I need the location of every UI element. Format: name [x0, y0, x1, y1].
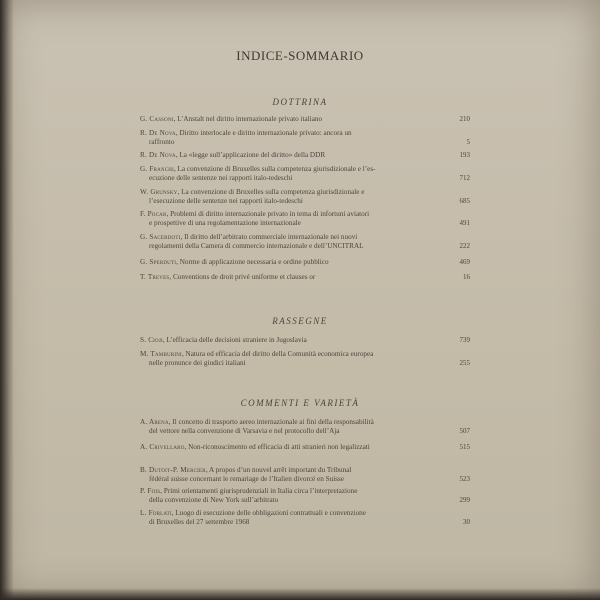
entry-line: e prospettive di una regolamentazione internazionale [149, 219, 301, 227]
entry-author: A. Arena [140, 418, 169, 426]
entry-title: Primi orientamenti giurisprudenziali in Italia circa l’interpretazione [163, 487, 358, 495]
entry-page-number: 299 [459, 496, 470, 504]
entry-title: L’Anstalt nel diritto internazionale privato italiano [177, 115, 323, 123]
entry-line: della convenzione di New York sull’arbitrato [149, 496, 279, 504]
toc-entry [140, 258, 440, 267]
entry-line: regolamenti della Camera di commercio internazionale e dell’UNCITRAL [149, 242, 364, 250]
toc-entry [140, 336, 440, 345]
toc-entry [140, 273, 440, 282]
section-heading: DOTTRINA [272, 97, 328, 107]
entry-line: nelle pronunce dei giudici italiani [149, 359, 246, 367]
entry-page-number: 16 [463, 273, 470, 281]
entry-line: G. Sperduti, Norme di applicazione necessaria e ordine pubblico [140, 258, 329, 266]
entry-title: Il diritto dell’arbitrato commerciale internazionale nei nuovi [184, 233, 358, 241]
entry-author: A. Crivellaro [140, 443, 185, 451]
toc-entry [140, 418, 440, 436]
entry-page-number: 507 [459, 427, 470, 435]
toc-entry [140, 151, 440, 160]
entry-title: Natura ed efficacia del diritto della Comunità economica europea [185, 350, 374, 358]
entry-author: T. Treves [140, 273, 170, 281]
toc-entry [140, 466, 440, 484]
entry-author: R. De Nova [140, 151, 176, 159]
entry-title: A propos d’un nouvel arrêt important du Tribunal [209, 466, 352, 474]
entry-title: Luogo di esecuzione delle obbligazioni contrattuali e convenzione [175, 509, 366, 517]
entry-page-number: 491 [459, 219, 470, 227]
entry-page-number: 30 [463, 518, 470, 526]
entry-line: T. Treves, Conventions de droit privé uniforme et clauses or [140, 273, 316, 281]
toc-entry [140, 350, 440, 368]
entry-author: F. Pocar [140, 210, 167, 218]
toc-entry [140, 210, 440, 228]
entry-line: F. Pocar, Problemi di diritto internazionale privato in tema di infortuni aviatori [140, 210, 370, 218]
entry-line: B. Dutoit-P. Mercier, A propos d’un nouvel arrêt important du Tribunal [140, 466, 352, 474]
toc-entry [140, 509, 440, 527]
section-heading: RASSEGNE [272, 316, 328, 326]
toc-entry [140, 115, 440, 124]
entry-title: La «legge sull’applicazione del diritto» della DDR [179, 151, 326, 159]
entry-line: S. Cioji, L’efficacia delle decisioni straniere in Jugoslavia [140, 336, 307, 344]
entry-title: Norme di applicazione necessaria e ordine pubblico [179, 258, 329, 266]
entry-title: Il concetto di trasporto aereo internazionale ai fini della responsabilità [172, 418, 374, 426]
entry-title: Diritto interlocale e diritto internazionale privato: ancora un [179, 129, 352, 137]
entry-line: fédéral suisse concernant le remariage de l’Italien divorcé en Suisse [149, 475, 344, 483]
entry-author: G. Sacerdoti [140, 233, 181, 241]
entry-line: del vettore nella convenzione di Varsavia e nel protocollo dell’Aja [149, 427, 340, 435]
entry-page-number: 222 [459, 242, 470, 250]
entry-line: M. Tamburini, Natura ed efficacia del diritto della Comunità economica europea [140, 350, 374, 358]
entry-author: M. Tamburini [140, 350, 182, 358]
toc-entry [140, 129, 440, 147]
entry-line: R. De Nova, La «legge sull’applicazione del diritto» della DDR [140, 151, 326, 159]
entry-title: Problemi di diritto internazionale privato in tema di infortuni aviatori [170, 210, 370, 218]
entry-author: L. Forlati [140, 509, 172, 517]
toc-entry [140, 188, 440, 206]
entry-author: G. Cassoni [140, 115, 174, 123]
entry-line: L. Forlati, Luogo di esecuzione delle obbligazioni contrattuali e convenzione [140, 509, 366, 517]
entry-title: La convenzione di Bruxelles sulla competenza giurisdizionale e l’es- [177, 165, 376, 173]
binding-shadow [0, 0, 14, 600]
entry-line: G. Franchi, La convenzione di Bruxelles sulla competenza giurisdizionale e l’es- [140, 165, 376, 173]
entry-title: La convenzione di Bruxelles sulla competenza giurisdizionale e [181, 188, 365, 196]
entry-line: W. Grunsky, La convenzione di Bruxelles sulla competenza giurisdizionale e [140, 188, 365, 196]
entry-page-number: 739 [459, 336, 470, 344]
entry-page-number: 515 [459, 443, 470, 451]
entry-author: G. Franchi [140, 165, 174, 173]
entry-page-number: 210 [459, 115, 470, 123]
entry-line: G. Cassoni, L’Anstalt nel diritto internazionale privato italiano [140, 115, 323, 123]
entry-author: W. Grunsky [140, 188, 178, 196]
entry-page-number: 712 [459, 174, 470, 182]
toc-entry [140, 233, 440, 251]
entry-title: Non-riconoscimento ed efficacia di atti stranieri non legalizzati [188, 443, 370, 451]
entry-line: di Bruxelles del 27 settembre 1968 [149, 518, 250, 526]
entry-title: Conventions de droit privé uniforme et clauses or [172, 273, 316, 281]
entry-page-number: 685 [459, 197, 470, 205]
entry-author: R. De Nova [140, 129, 176, 137]
entry-title: L’efficacia delle decisioni straniere in Jugoslavia [166, 336, 307, 344]
entry-line: ecuzione delle sentenze nei rapporti italo-tedeschi [149, 174, 293, 182]
entry-page-number: 523 [459, 475, 470, 483]
toc-entry [140, 487, 440, 505]
entry-line: G. Sacerdoti, Il diritto dell’arbitrato commerciale internazionale nei nuovi [140, 233, 358, 241]
entry-line: P. Fois, Primi orientamenti giurisprudenziali in Italia circa l’interpretazione [140, 487, 358, 495]
entry-author: S. Cioji [140, 336, 163, 344]
entry-line: A. Arena, Il concetto di trasporto aereo internazionale ai fini della responsabilità [140, 418, 374, 426]
bottom-shadow [0, 588, 600, 600]
section-heading: COMMENTI E VARIETÀ [240, 398, 360, 408]
toc-entry [140, 165, 440, 183]
entry-line: raffronto [149, 138, 175, 146]
page-title: INDICE-SOMMARIO [236, 48, 364, 63]
entry-author: B. Dutoit-P. Mercier [140, 466, 206, 474]
entry-page-number: 255 [459, 359, 470, 367]
entry-line: l’esecuzione delle sentenze nei rapporti italo-tedeschi [149, 197, 303, 205]
entry-author: G. Sperduti [140, 258, 177, 266]
entry-page-number: 469 [459, 258, 470, 266]
entry-line: R. De Nova, Diritto interlocale e diritto internazionale privato: ancora un [140, 129, 352, 137]
toc-entry [140, 443, 440, 452]
entry-page-number: 193 [459, 151, 470, 159]
entry-line: A. Crivellaro, Non-riconoscimento ed efficacia di atti stranieri non legalizzati [140, 443, 370, 451]
entry-page-number: 5 [466, 138, 470, 146]
entry-author: P. Fois [140, 487, 161, 495]
